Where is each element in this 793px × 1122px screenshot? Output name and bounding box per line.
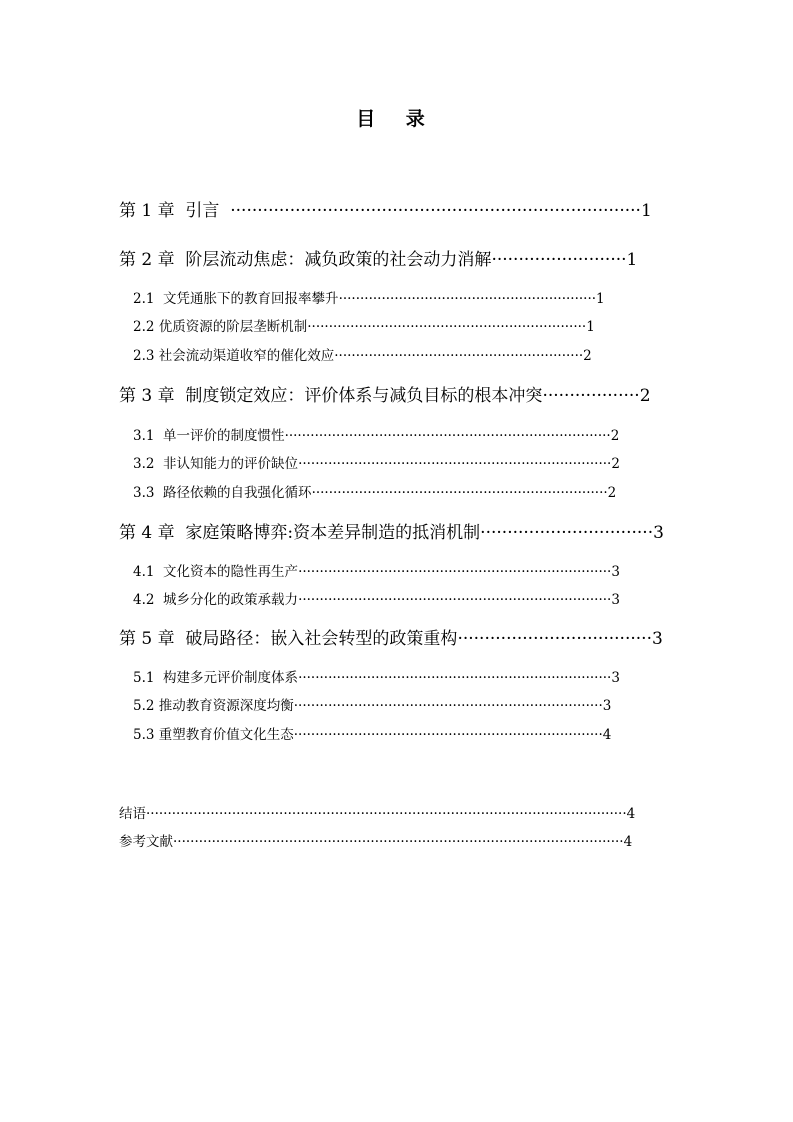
toc-entry-label: 第 5 章 破局路径：嵌入社会转型的政策重构 bbox=[119, 629, 458, 649]
toc-page-number: 1 bbox=[586, 319, 595, 335]
toc-entry[interactable] bbox=[133, 697, 614, 715]
toc-entry-label: 3.2 非认知能力的评价缺位 bbox=[133, 456, 299, 472]
toc-leader-dots: ········································································· bbox=[298, 670, 612, 686]
toc-entry[interactable] bbox=[133, 563, 618, 581]
toc-entry-label: 第 1 章 引言 bbox=[119, 201, 231, 221]
toc-entry[interactable] bbox=[133, 427, 618, 445]
toc-page-number: 3 bbox=[651, 629, 663, 649]
toc-leader-dots: ························· bbox=[491, 250, 627, 270]
toc-page-number: 2 bbox=[611, 456, 620, 472]
toc-entry-label: 5.1 构建多元评价制度体系 bbox=[133, 670, 299, 686]
toc-entry[interactable] bbox=[119, 522, 662, 544]
toc-page-number: 1 bbox=[640, 201, 652, 221]
toc-entry[interactable] bbox=[133, 318, 598, 336]
toc-entry-label: 参考文献 bbox=[119, 834, 173, 850]
toc-leader-dots: ················································································································ bbox=[146, 806, 627, 822]
toc-entry-label: 3.1 单一评价的制度惯性 bbox=[133, 428, 285, 444]
toc-entry-label: 3.3 路径依赖的自我强化循环 bbox=[133, 485, 312, 501]
toc-leader-dots: ································ bbox=[480, 523, 654, 543]
toc-leader-dots: ········································································· bbox=[298, 456, 612, 472]
toc-page-number: 1 bbox=[596, 291, 605, 307]
toc-entry[interactable] bbox=[133, 726, 614, 744]
toc-entry[interactable] bbox=[133, 484, 618, 502]
toc-entry[interactable] bbox=[133, 347, 598, 365]
toc-entry[interactable] bbox=[133, 591, 618, 609]
toc-entry-label: 第 2 章 阶层流动焦虑：减负政策的社会动力消解 bbox=[119, 250, 492, 270]
toc-page-number: 3 bbox=[611, 592, 620, 608]
toc-leader-dots: ········································································ bbox=[293, 698, 603, 714]
toc-page-number: 3 bbox=[611, 564, 620, 580]
toc-entry-label: 2.1 文凭通胀下的教育回报率攀升 bbox=[133, 291, 339, 307]
toc-entry[interactable] bbox=[119, 628, 662, 650]
toc-entry-label: 第 4 章 家庭策略博弈:资本差异制造的抵消机制 bbox=[119, 523, 481, 543]
toc-leader-dots: ···································· bbox=[457, 629, 652, 649]
toc-leader-dots: ············································································ bbox=[230, 201, 641, 221]
toc-entry-label: 5.3 重塑教育价值文化生态 bbox=[133, 727, 294, 743]
toc-leader-dots: ············································································ bbox=[284, 428, 611, 444]
toc-entry[interactable] bbox=[119, 805, 638, 823]
toc-leader-dots: ········································································ bbox=[293, 727, 603, 743]
page-title: 目 录 bbox=[356, 108, 437, 130]
toc-leader-dots: ·················· bbox=[542, 386, 640, 406]
toc-entry[interactable] bbox=[133, 455, 618, 473]
toc-page-number: 4 bbox=[626, 806, 636, 822]
toc-page-number: 2 bbox=[583, 348, 592, 364]
toc-page-number: 4 bbox=[623, 834, 633, 850]
toc-entry[interactable] bbox=[119, 385, 651, 407]
toc-entry[interactable] bbox=[133, 669, 618, 687]
toc-entry-label: 5.2 推动教育资源深度均衡 bbox=[133, 698, 294, 714]
toc-leader-dots: ········································································································· bbox=[173, 834, 624, 850]
toc-leader-dots: ········································································· bbox=[298, 564, 612, 580]
toc-entry-label: 2.3 社会流动渠道收窄的催化效应 bbox=[133, 348, 335, 364]
toc-page-number: 2 bbox=[607, 485, 617, 501]
toc-entry-label: 2.2 优质资源的阶层垄断机制 bbox=[133, 319, 308, 335]
toc-entry-label: 结语 bbox=[119, 806, 146, 822]
toc-leader-dots: ···························································· bbox=[338, 291, 597, 307]
toc-entry-label: 4.1 文化资本的隐性再生产 bbox=[133, 564, 299, 580]
toc-entry[interactable] bbox=[119, 200, 652, 222]
toc-page-number: 4 bbox=[602, 727, 612, 743]
toc-leader-dots: ····································································· bbox=[311, 485, 608, 501]
toc-page-number: 1 bbox=[626, 250, 638, 270]
toc-page-number: 3 bbox=[611, 670, 620, 686]
toc-entry-label: 第 3 章 制度锁定效应：评价体系与减负目标的根本冲突 bbox=[119, 386, 543, 406]
toc-entry-label: 4.2 城乡分化的政策承载力 bbox=[133, 592, 299, 608]
toc-leader-dots: ········································································· bbox=[298, 592, 612, 608]
toc-entry[interactable] bbox=[119, 249, 638, 271]
toc-page-number: 3 bbox=[602, 698, 612, 714]
toc-page-number: 2 bbox=[610, 428, 620, 444]
toc-leader-dots: ································································· bbox=[307, 319, 587, 335]
toc-page-number: 3 bbox=[653, 523, 664, 543]
toc-page-number: 2 bbox=[639, 386, 651, 406]
toc-leader-dots: ·························································· bbox=[334, 348, 584, 364]
toc-entry[interactable] bbox=[119, 833, 638, 851]
toc-entry[interactable] bbox=[133, 290, 603, 308]
